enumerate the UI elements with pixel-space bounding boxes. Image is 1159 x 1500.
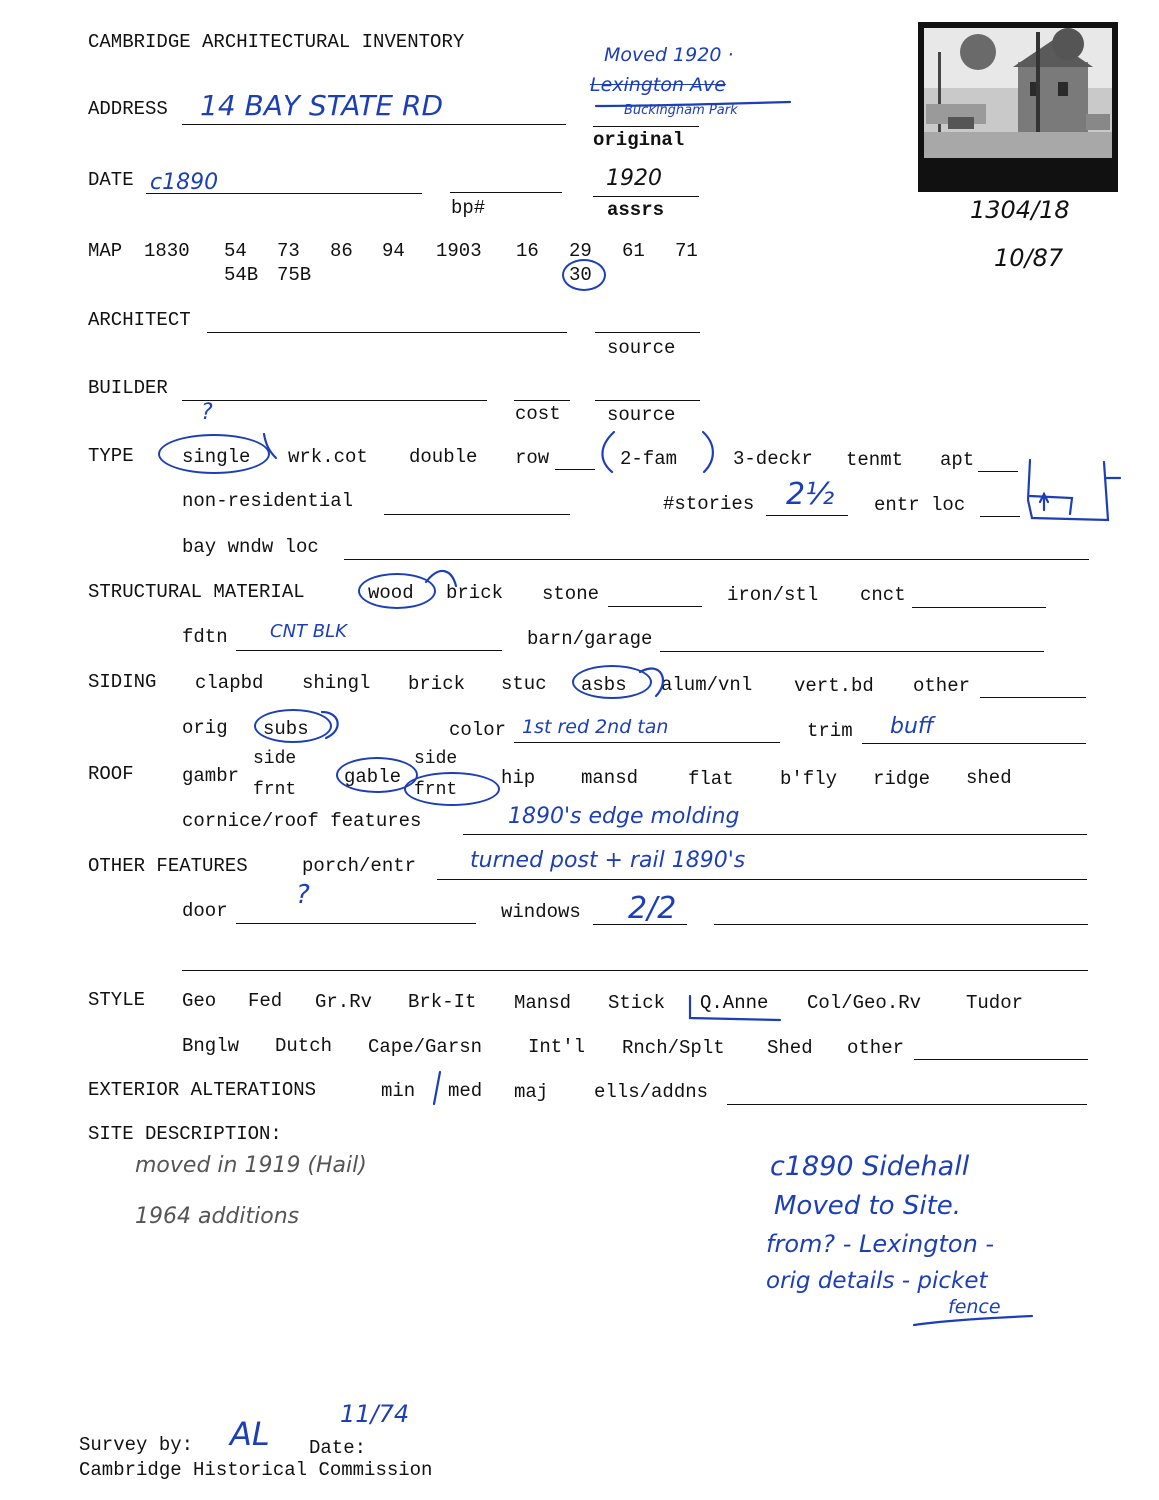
site-note-2: 1964 additions [135,1204,300,1229]
roof-bfly[interactable]: b'fly [780,768,838,790]
survey-label: Survey by: [79,1434,194,1456]
windows-label: windows [501,901,581,923]
style-rnchsplt[interactable]: Rnch/Splt [622,1037,725,1059]
style-fed[interactable]: Fed [248,990,283,1012]
other-features-label: OTHER FEATURES [88,855,248,877]
bp-label: bp# [451,197,486,219]
fence-underline [914,1316,1032,1325]
type-tenmt[interactable]: tenmt [846,449,904,471]
style-stick[interactable]: Stick [608,992,666,1014]
cornice-value[interactable]: 1890's edge molding [508,804,740,829]
type-label: TYPE [88,445,134,467]
style-tudor[interactable]: Tudor [966,992,1024,1014]
structural-stone[interactable]: stone [542,583,600,605]
style-shed[interactable]: Shed [767,1037,813,1059]
moved-note-1: Moved 1920 · [604,44,734,66]
type-2fam[interactable]: 2-fam [620,448,678,470]
blue-note-1: c1890 Sidehall [770,1151,970,1182]
ext-alt-label: EXTERIOR ALTERATIONS [88,1079,317,1101]
style-other[interactable]: other [847,1037,905,1059]
type-question-mark: ? [201,400,213,425]
blue-note-2: Moved to Site. [774,1191,962,1221]
roof-gambr-side[interactable]: side [253,749,297,769]
address-label: ADDRESS [88,98,168,120]
roof-mansd[interactable]: mansd [581,767,639,789]
architect-source-label: source [607,337,676,359]
style-qanne[interactable]: Q.Anne [700,992,769,1014]
entr-loc-label: entr loc [874,494,966,516]
trim-label: trim [807,720,853,742]
non-residential-label: non-residential [182,490,354,512]
map-label: MAP [88,240,123,262]
map-29: 29 [569,240,592,262]
side-note-2: 10/87 [994,244,1064,272]
architect-label: ARCHITECT [88,309,191,331]
site-note-1: moved in 1919 (Hail) [135,1153,367,1178]
type-double[interactable]: double [409,446,478,468]
orig-value[interactable]: subs [263,718,309,740]
assrs-value[interactable]: 1920 [606,166,662,191]
address-value[interactable]: 14 BAY STATE RD [200,89,444,122]
type-single[interactable]: single [182,446,251,468]
roof-hip[interactable]: hip [501,767,536,789]
style-bnglw[interactable]: Bnglw [182,1035,240,1057]
siding-other[interactable]: other [913,675,971,697]
date-value[interactable]: c1890 [150,170,219,195]
ext-alt-med[interactable]: med [448,1080,483,1102]
asbs-tail [640,669,663,696]
map-16: 16 [516,240,539,262]
ext-alt-min[interactable]: min [381,1080,416,1102]
cost-label: cost [515,403,561,425]
map-30: 30 [569,264,592,286]
style-capegarsn[interactable]: Cape/Garsn [368,1036,483,1058]
blue-note-4: orig details - picket [766,1268,988,1294]
type-row[interactable]: row [515,447,550,469]
trim-value[interactable]: buff [890,714,934,739]
style-grrv[interactable]: Gr.Rv [315,991,373,1013]
ext-alt-ells[interactable]: ells/addns [594,1081,709,1103]
qanne-bracket [690,992,780,1020]
builder-source-label: source [607,404,676,426]
roof-ridge[interactable]: ridge [873,768,931,790]
structural-cnct[interactable]: cnct [860,584,906,606]
ext-alt-maj[interactable]: maj [514,1081,549,1103]
roof-gambr-frnt[interactable]: frnt [253,780,297,800]
date-label: DATE [88,169,134,191]
subs-tail [322,712,338,738]
style-dutch[interactable]: Dutch [275,1035,333,1057]
siding-clapbd[interactable]: clapbd [195,672,264,694]
site-label: SITE DESCRIPTION: [88,1123,282,1145]
date2-value[interactable]: 11/74 [340,1400,410,1428]
fdtn-value[interactable]: CNT BLK [270,621,347,642]
style-intl[interactable]: Int'l [528,1036,586,1058]
type-wrkcot[interactable]: wrk.cot [288,446,368,468]
map-94: 94 [382,240,405,262]
moved-underline [596,102,790,106]
moved-note-2: Lexington Ave [590,74,726,96]
map-75b: 75B [277,264,312,286]
color-label: color [449,719,507,741]
roof-gable-frnt[interactable]: frnt [414,780,458,800]
entr-inner [1030,496,1072,514]
siding-brick[interactable]: brick [408,673,466,695]
type-apt[interactable]: apt [940,449,975,471]
map-54: 54 [224,240,247,262]
siding-label: SIDING [88,671,157,693]
moved-note-3: Buckingham Park [624,103,738,118]
blue-note-3: from? - Lexington - [766,1230,995,1258]
style-brkit[interactable]: Brk-It [408,991,477,1013]
style-colgeorv[interactable]: Col/Geo.Rv [807,992,922,1014]
siding-shingl[interactable]: shingl [302,672,371,694]
roof-gable-side[interactable]: side [414,749,458,769]
structural-brick[interactable]: brick [446,582,504,604]
fam-close-paren [703,432,713,472]
builder-label: BUILDER [88,377,168,399]
stories-label: #stories [663,493,755,515]
map-86: 86 [330,240,353,262]
structural-label: STRUCTURAL MATERIAL [88,581,305,603]
roof-label: ROOF [88,763,134,785]
bay-wndw-label: bay wndw loc [182,536,319,558]
map-61: 61 [622,240,645,262]
siding-vertbd[interactable]: vert.bd [794,675,874,697]
style-geo[interactable]: Geo [182,990,217,1012]
porch-value[interactable]: turned post + rail 1890's [470,848,746,873]
date2-label: Date: [309,1437,367,1459]
fdtn-label: fdtn [182,626,228,648]
form-title: CAMBRIDGE ARCHITECTURAL INVENTORY [88,31,465,53]
map-54b: 54B [224,264,259,286]
door-label: door [182,900,228,922]
roof-gambr[interactable]: gambr [182,765,240,787]
color-value[interactable]: 1st red 2nd tan [522,716,669,738]
roof-gable[interactable]: gable [344,766,402,788]
map-1830: 1830 [144,240,190,262]
assrs-label: assrs [607,199,665,221]
windows-value[interactable]: 2/2 [628,891,677,926]
side-note-1: 1304/18 [970,196,1070,224]
fam-open-paren [602,432,614,472]
barn-garage-label: barn/garage [527,628,653,650]
single-tail [264,434,276,458]
siding-alumvnl[interactable]: alum/vnl [661,674,753,696]
map-73: 73 [277,240,300,262]
structural-ironstl[interactable]: iron/stl [727,584,819,606]
map-71: 71 [675,240,698,262]
stories-value[interactable]: 2½ [786,477,835,512]
structural-wood[interactable]: wood [368,582,414,604]
entr-bracket [1028,460,1108,520]
wood-tail [426,571,456,586]
orig-label: orig [182,717,228,739]
style-mansd[interactable]: Mansd [514,992,572,1014]
siding-asbs[interactable]: asbs [581,674,627,696]
type-3deckr[interactable]: 3-deckr [733,448,813,470]
blue-note-5: fence [948,1296,1001,1318]
porch-label: porch/entr [302,855,417,877]
survey-initials[interactable]: AL [230,1415,270,1453]
cornice-label: cornice/roof features [182,810,422,832]
siding-stuc[interactable]: stuc [501,673,547,695]
commission-label: Cambridge Historical Commission [79,1459,433,1481]
original-label: original [593,129,685,151]
map-1903: 1903 [436,240,482,262]
ext-alt-slash [434,1072,440,1104]
roof-shed[interactable]: shed [966,767,1012,789]
roof-flat[interactable]: flat [688,768,734,790]
door-value[interactable]: ? [296,880,310,910]
style-label: STYLE [88,989,146,1011]
